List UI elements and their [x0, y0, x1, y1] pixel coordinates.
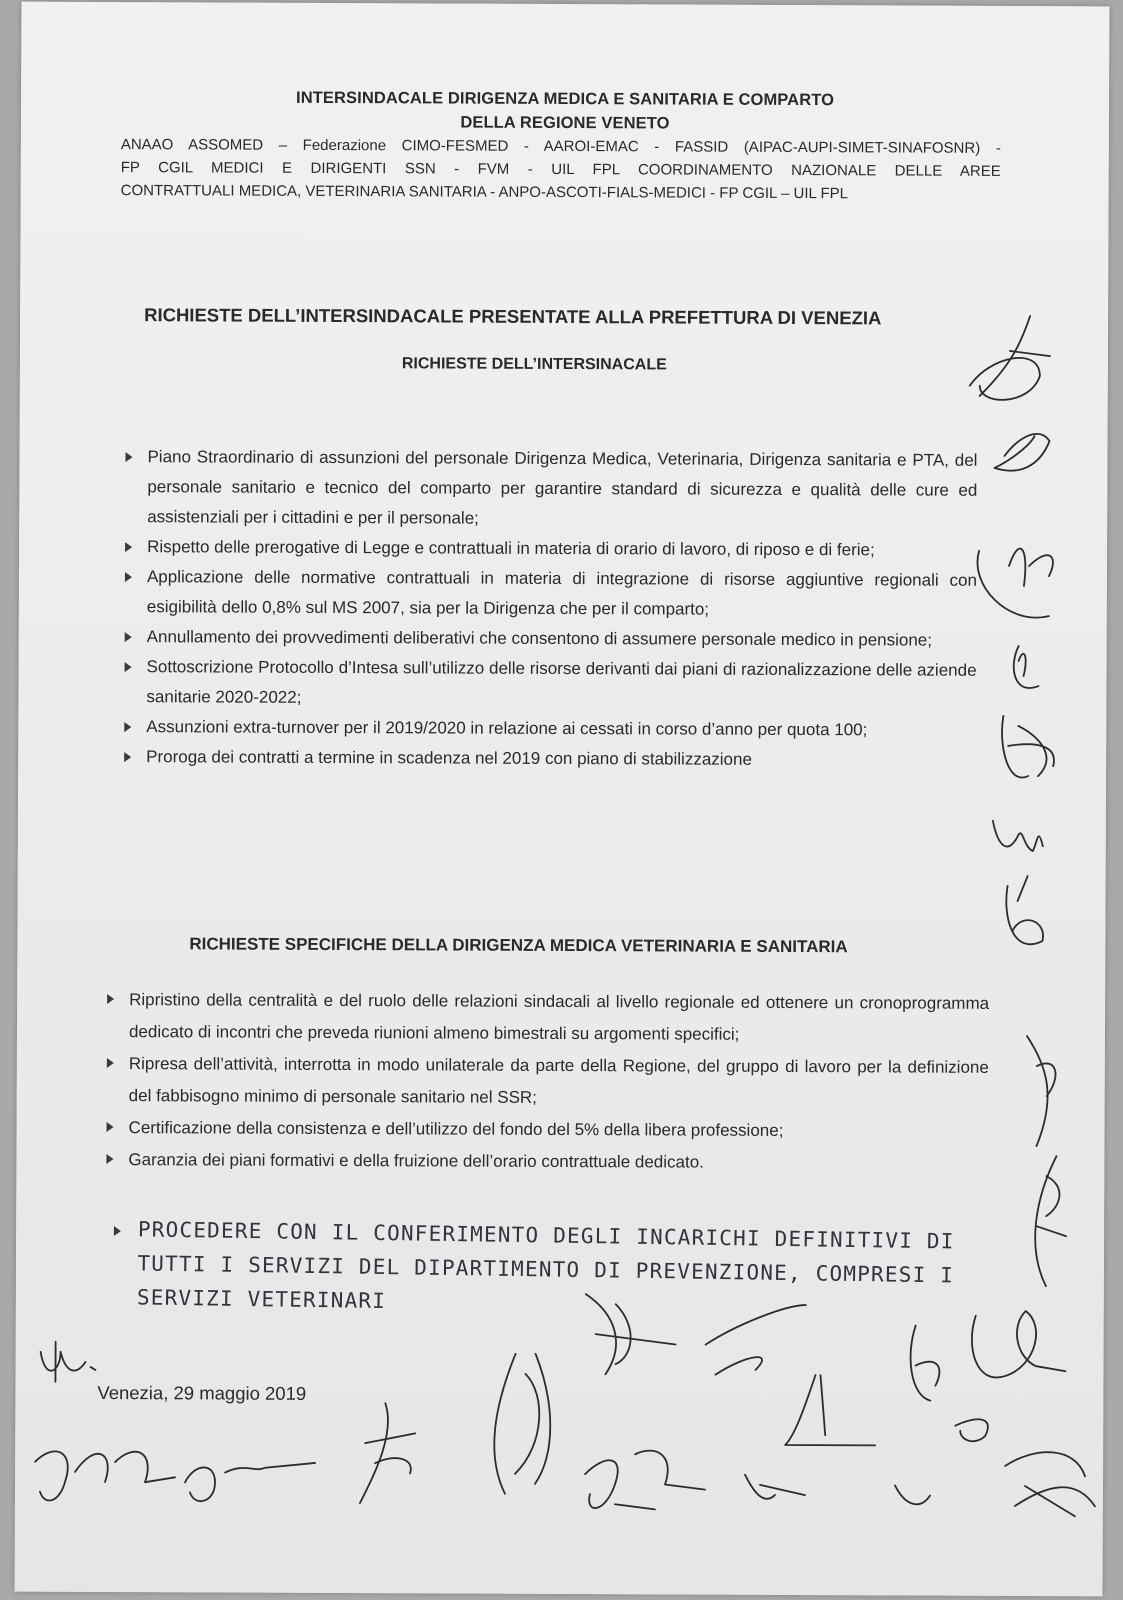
signatures-layer: [15, 2, 1110, 1597]
section2-list: [128, 984, 989, 1180]
signature-mark: [1005, 1452, 1095, 1516]
section1-list: [146, 442, 977, 776]
list-item: Applicazione delle normative contrattuali in materia di integrazione di risorse aggiuntive regionali con esigibilità dello 0,8% sul MS 2007, sia per la Dirigenza che per il comparto;: [147, 562, 977, 626]
section1-subtitle: RICHIESTE DELL’INTERSINACALE: [401, 355, 667, 374]
list-item: Sottoscrizione Protocollo d’Intesa sull’utilizzo delle risorse derivanti dai piani di razionalizzazione delle aziende sanitarie 2020-2022;: [146, 652, 976, 716]
place-date: Venezia, 29 maggio 2019: [97, 1381, 307, 1404]
list-item: Piano Straordinario di assunzioni del personale Dirigenza Medica, Veterinaria, Dirigenza sanitaria e PTA, del personale sanitario e tecnico del comparto per garantire standard di sicurezza e qualità delle cure ed assistenziali per i cittadini e per il personale;: [147, 442, 977, 536]
signature-mark: [40, 1342, 95, 1382]
signature-mark: [1035, 1156, 1066, 1286]
list-item: Proroga dei contratti a termine in scadenza nel 2019 con piano di stabilizzazione: [146, 742, 976, 776]
list-item: Rispetto delle prerogative di Legge e contrattuali in materia di orario di lavoro, di riposo e di ferie;: [147, 532, 977, 566]
signature-mark: [994, 434, 1049, 471]
signature-mark: [745, 1475, 805, 1499]
bullet-arrow-icon: [125, 542, 132, 552]
signature-mark: [494, 1354, 551, 1494]
handwritten-item: [115, 1212, 1036, 1328]
signature-mark: [910, 1326, 939, 1401]
signature-mark: [993, 821, 1043, 851]
list-item: Ripresa dell’attività, interrotta in modo unilaterale da parte della Regione, del gruppo di lavoro per la definizione del fabbisogno minimo di personale sanitario nel SSR;: [129, 1048, 989, 1116]
signature-mark: [1006, 876, 1043, 944]
list-item: Assunzioni extra-turnover per il 2019/2020 in relazione ai cessati in corso d’anno per quota 100;: [146, 712, 976, 746]
signature-mark: [185, 1462, 315, 1501]
signature-mark: [895, 1485, 930, 1504]
section2-title: RICHIESTE SPECIFICHE DELLA DIRIGENZA MEDICA VETERINARIA E SANITARIA: [189, 934, 848, 957]
signature-mark: [1026, 1036, 1055, 1146]
signature-mark: [1014, 646, 1039, 688]
signature-mark: [955, 1419, 988, 1441]
bullet-arrow-icon: [124, 722, 131, 732]
list-item: Ripristino della centralità e del ruolo delle relazioni sindacali al livello regionale ed ottenere un cronoprogramma dedicato di incontri che preveda riunioni almeno bimestrali su argomenti specifici;: [129, 984, 989, 1052]
document-page: [15, 2, 1110, 1597]
signature-mark: [970, 316, 1050, 400]
bullet-arrow-icon: [125, 572, 132, 582]
bullet-arrow-icon: [125, 662, 132, 672]
list-item: Annullamento dei provvedimenti deliberativi che consentono di assumere personale medico in pensione;: [147, 622, 977, 656]
list-item: Certificazione della consistenza e dell’utilizzo del fondo del 5% della libera professione;: [128, 1112, 988, 1148]
list-item: Garanzia dei piani formativi e della fruizione dell’orario contrattuale dedicato.: [128, 1144, 988, 1180]
bullet-arrow-icon: [107, 994, 114, 1004]
section1-title: RICHIESTE DELL’INTERSINDACALE PRESENTATE ALLA PREFETTURA DI VENEZIA: [144, 304, 882, 329]
handwritten-text: PROCEDERE CON IL CONFERIMENTO DEGLI INCARICHI DEFINITIVI DI TUTTI I SERVIZI DEL DIPARTIMENTO DI PREVENZIONE, COMPRESI I SERVIZI VETERINARI: [136, 1217, 955, 1314]
signature-mark: [360, 1403, 415, 1503]
bullet-arrow-icon: [114, 1226, 121, 1236]
signature-mark: [785, 1375, 875, 1445]
header-title-line1: INTERSINDACALE DIRIGENZA MEDICA E SANITARIA E COMPARTO: [296, 88, 835, 110]
bullet-arrow-icon: [106, 1154, 113, 1164]
bullet-arrow-icon: [125, 452, 132, 462]
bullet-arrow-icon: [107, 1122, 114, 1132]
signature-mark: [1002, 716, 1054, 778]
signature-mark: [35, 1451, 175, 1501]
header-unions-line3: CONTRATTUALI MEDICA, VETERINARIA SANITARIA - ANPO-ASCOTI-FIALS-MEDICI - FP CGIL – UIL FPL: [120, 182, 849, 203]
signature-mark: [585, 1450, 705, 1509]
header-unions-line1: ANAAO ASSOMED – Federazione CIMO-FESMED - AAROI-EMAC - FASSID (AIPAC-AUPI-SIMET-SINAFOSNR) -: [120, 136, 1001, 157]
signature-mark: [977, 548, 1053, 617]
bullet-arrow-icon: [124, 752, 131, 762]
header-title-line2: DELLA REGIONE VENETO: [460, 113, 670, 133]
bullet-arrow-icon: [125, 632, 132, 642]
bullet-arrow-icon: [107, 1058, 114, 1068]
header-unions-line2: FP CGIL MEDICI E DIRIGENTI SSN - FVM - UIL FPL COORDINAMENTO NAZIONALE DELLE AREE: [120, 159, 1001, 180]
